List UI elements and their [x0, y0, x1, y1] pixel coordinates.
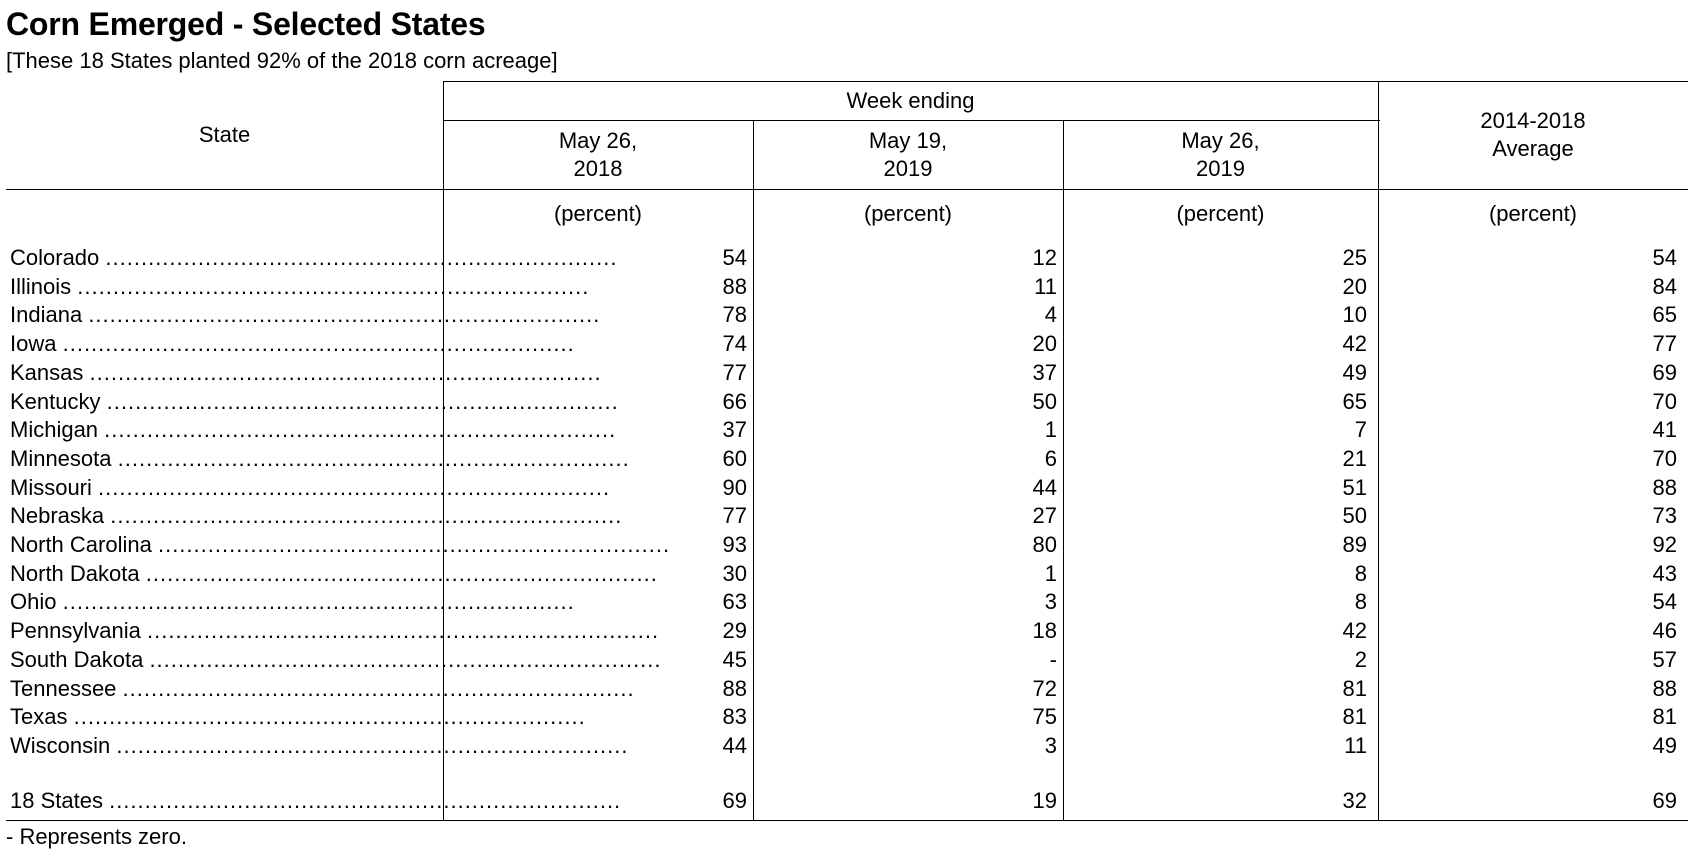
value-cell: 65 — [1652, 302, 1677, 328]
leader-dots: ........................................................................ — [145, 560, 658, 586]
state-label: North Carolina — [10, 532, 152, 557]
value-cell: 12 — [1032, 245, 1057, 270]
value-cell: 27 — [1032, 503, 1057, 529]
table-row — [0, 359, 1688, 387]
value-cell: 84 — [1652, 273, 1677, 299]
value-cell: 51 — [1342, 474, 1367, 500]
value-cell: 70 — [1652, 445, 1677, 471]
value-cell: 66 — [722, 388, 747, 414]
value-cell: 93 — [722, 532, 747, 557]
table-row — [0, 703, 1688, 731]
value-cell: 72 — [1032, 675, 1057, 701]
state-label: Kentucky — [10, 388, 101, 414]
table-row — [0, 646, 1688, 674]
state-label: Colorado — [10, 245, 100, 270]
leader-dots: ........................................................................ — [104, 417, 617, 443]
table-row — [0, 560, 1688, 588]
state-name — [10, 617, 660, 645]
value-cell: 37 — [722, 417, 747, 443]
value-cell: 69 — [722, 788, 747, 813]
value-cell: 32 — [1342, 788, 1367, 813]
value-cell: 77 — [722, 359, 747, 385]
value-cell: 81 — [1342, 704, 1367, 730]
value-cell: 88 — [1652, 675, 1677, 701]
value-cell: 77 — [1652, 331, 1677, 357]
column-header-line: May 26, — [1181, 128, 1260, 153]
table-row — [0, 301, 1688, 329]
leader-dots: ........................................................................ — [109, 788, 622, 813]
column-header-line: 2014-2018 — [1480, 108, 1586, 133]
table-top-rule — [443, 81, 1688, 82]
table-row — [0, 675, 1688, 703]
state-name — [10, 359, 602, 387]
state-column-header: State — [198, 122, 251, 147]
value-cell: 3 — [1044, 589, 1057, 615]
value-cell: 57 — [1652, 646, 1677, 672]
state-name — [10, 675, 635, 703]
value-cell: 21 — [1342, 445, 1367, 471]
value-cell: 11 — [1034, 273, 1057, 299]
state-label: South Dakota — [10, 646, 144, 672]
value-cell: 45 — [722, 646, 747, 672]
table-row — [0, 330, 1688, 358]
value-cell: 70 — [1652, 388, 1677, 414]
leader-dots: ........................................................................ — [73, 704, 586, 730]
value-cell: 78 — [722, 302, 747, 328]
state-name — [10, 330, 575, 358]
state-name — [10, 445, 630, 473]
value-cell: 19 — [1032, 788, 1057, 813]
leader-dots: ........................................................................ — [62, 331, 575, 357]
state-name — [10, 703, 586, 731]
state-name — [10, 244, 618, 272]
leader-dots: ........................................................................ — [62, 589, 575, 615]
value-cell: 44 — [722, 732, 747, 758]
value-cell: 60 — [722, 445, 747, 471]
value-cell: 88 — [722, 273, 747, 299]
table-bottom-rule — [6, 820, 1688, 821]
leader-dots: ........................................................................ — [147, 618, 660, 644]
unit-label: (percent) — [1488, 201, 1578, 226]
column-header-line: May 26, — [558, 128, 638, 153]
column-header-may26-2019 — [1063, 127, 1378, 183]
table-row — [0, 732, 1688, 760]
leader-dots: ........................................................................ — [157, 532, 671, 557]
page-title: Corn Emerged - Selected States — [6, 6, 486, 42]
value-cell: 4 — [1044, 302, 1057, 328]
value-cell: 88 — [1652, 474, 1677, 500]
value-cell: 49 — [1342, 359, 1367, 385]
value-cell: 7 — [1354, 417, 1367, 443]
state-label: 18 States — [10, 788, 103, 813]
value-cell: 77 — [722, 503, 747, 529]
leader-dots: ........................................................................ — [89, 359, 602, 385]
value-cell: 75 — [1032, 704, 1057, 730]
table-row — [0, 588, 1688, 616]
value-cell: 54 — [1652, 245, 1677, 270]
header-bottom-rule — [6, 189, 1688, 190]
value-cell: 54 — [1652, 589, 1677, 615]
table-row — [0, 273, 1688, 301]
value-cell: 54 — [722, 245, 747, 270]
state-name — [10, 502, 623, 530]
state-name — [10, 388, 619, 416]
leader-dots: ........................................................................ — [122, 675, 635, 701]
state-name — [10, 588, 575, 616]
value-cell: - — [1049, 646, 1057, 672]
value-cell: 18 — [1032, 618, 1057, 644]
value-cell: 11 — [1344, 732, 1367, 758]
state-label: Kansas — [10, 359, 84, 385]
week-ending-header: Week ending — [846, 88, 975, 113]
value-cell: 65 — [1342, 388, 1367, 414]
value-cell: 41 — [1652, 417, 1677, 443]
leader-dots: ........................................................................ — [105, 245, 618, 270]
footnote: - Represents zero. — [6, 824, 187, 849]
table-row — [0, 617, 1688, 645]
column-header-average — [1378, 107, 1688, 163]
state-label: Illinois — [10, 273, 72, 299]
value-cell: 8 — [1354, 560, 1367, 586]
value-cell: 20 — [1032, 331, 1057, 357]
unit-label: (percent) — [863, 201, 953, 226]
table-row — [0, 531, 1688, 559]
value-cell: 1 — [1044, 417, 1057, 443]
value-cell: 88 — [722, 675, 747, 701]
state-label: North Dakota — [10, 560, 140, 586]
state-label: Pennsylvania — [10, 618, 141, 644]
state-label: Indiana — [10, 302, 83, 328]
value-cell: 80 — [1032, 532, 1057, 557]
value-cell: 49 — [1652, 732, 1677, 758]
table-row — [0, 502, 1688, 530]
state-label: Michigan — [10, 417, 99, 443]
state-name — [10, 531, 671, 559]
state-label: Tennessee — [10, 675, 117, 701]
leader-dots: ........................................................................ — [88, 302, 601, 328]
value-cell: 89 — [1342, 532, 1367, 557]
value-cell: 20 — [1342, 273, 1367, 299]
leader-dots: ........................................................................ — [106, 388, 619, 414]
table-row — [0, 474, 1688, 502]
state-name — [10, 416, 617, 444]
table-row — [0, 416, 1688, 444]
state-label: Nebraska — [10, 503, 105, 529]
column-header-line: 2018 — [573, 156, 623, 181]
value-cell: 29 — [722, 618, 747, 644]
unit-label: (percent) — [1176, 201, 1265, 226]
value-cell: 81 — [1342, 675, 1367, 701]
leader-dots: ........................................................................ — [110, 503, 623, 529]
leader-dots: ........................................................................ — [116, 732, 629, 758]
state-label: Missouri — [10, 474, 92, 500]
value-cell: 42 — [1342, 618, 1367, 644]
state-name — [10, 732, 629, 760]
value-cell: 90 — [722, 474, 747, 500]
table-row — [0, 244, 1688, 272]
state-label: Ohio — [10, 589, 57, 615]
value-cell: 46 — [1652, 618, 1677, 644]
value-cell: 73 — [1652, 503, 1677, 529]
value-cell: 10 — [1342, 302, 1367, 328]
column-header-line: 2019 — [883, 156, 933, 181]
value-cell: 42 — [1342, 331, 1367, 357]
value-cell: 2 — [1354, 646, 1367, 672]
state-name — [10, 273, 590, 301]
table-row — [0, 445, 1688, 473]
value-cell: 50 — [1032, 388, 1057, 414]
page-subtitle: [These 18 States planted 92% of the 2018 corn acreage] — [6, 48, 558, 73]
total-row — [0, 787, 1688, 815]
state-label: Minnesota — [10, 445, 112, 471]
column-header-may19-2019 — [753, 127, 1063, 183]
column-header-may26-2018 — [443, 127, 753, 183]
value-cell: 6 — [1044, 445, 1057, 471]
value-cell: 8 — [1354, 589, 1367, 615]
week-ending-rule — [443, 120, 1380, 121]
value-cell: 30 — [722, 560, 747, 586]
value-cell: 25 — [1342, 245, 1367, 270]
state-name — [10, 560, 658, 588]
leader-dots: ........................................................................ — [117, 445, 630, 471]
column-header-line: May 19, — [868, 128, 948, 153]
value-cell: 63 — [722, 589, 747, 615]
state-name — [10, 646, 662, 674]
table-row — [0, 388, 1688, 416]
column-header-line: Average — [1492, 136, 1574, 161]
state-name — [10, 787, 622, 815]
value-cell: 92 — [1652, 532, 1677, 557]
value-cell: 69 — [1652, 788, 1677, 813]
value-cell: 44 — [1032, 474, 1057, 500]
state-label: Texas — [10, 704, 68, 730]
column-header-line: 2019 — [1196, 156, 1245, 181]
value-cell: 83 — [722, 704, 747, 730]
value-cell: 81 — [1652, 704, 1677, 730]
state-name — [10, 474, 611, 502]
value-cell: 50 — [1342, 503, 1367, 529]
state-label: Iowa — [10, 331, 57, 357]
state-label: Wisconsin — [10, 732, 111, 758]
value-cell: 3 — [1044, 732, 1057, 758]
state-name — [10, 301, 601, 329]
value-cell: 74 — [722, 331, 747, 357]
value-cell: 43 — [1652, 560, 1677, 586]
value-cell: 69 — [1652, 359, 1677, 385]
unit-label: (percent) — [553, 201, 643, 226]
leader-dots: ........................................................................ — [77, 273, 590, 299]
value-cell: 1 — [1044, 560, 1057, 586]
leader-dots: ........................................................................ — [149, 646, 662, 672]
value-cell: 37 — [1032, 359, 1057, 385]
leader-dots: ........................................................................ — [98, 474, 611, 500]
